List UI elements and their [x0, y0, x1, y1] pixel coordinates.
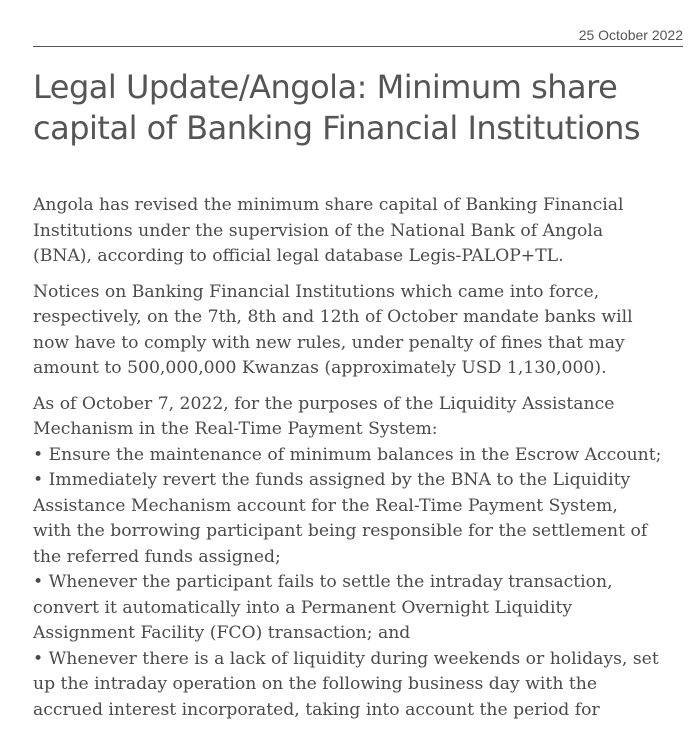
- text-line: with the borrowing participant being responsible for the settlement of: [33, 521, 648, 541]
- bullet-line: • Immediately revert the funds assigned by the BNA to the Liquidity: [33, 470, 631, 490]
- article-title: [33, 67, 683, 149]
- text-line: Notices on Banking Financial Institutions which came into force,: [33, 281, 600, 302]
- text-line: now have to comply with new rules, under penalty of fines that may: [33, 332, 625, 353]
- bullet-line: • Whenever there is a lack of liquidity during weekends or holidays, set: [33, 648, 659, 669]
- paragraph-liquidity: [33, 392, 683, 724]
- article-page: [33, 0, 683, 733]
- text-line: amount to 500,000,000 Kwanzas (approximately USD 1,130,000).: [33, 358, 607, 378]
- text-line: Assignment Facility (FCO) transaction; and: [33, 623, 411, 643]
- text-line: the referred funds assigned;: [33, 546, 281, 567]
- text-line: Angola has revised the minimum share capital of Banking Financial: [33, 195, 624, 215]
- paragraph-notices: [33, 280, 683, 382]
- title-line: Legal Update/Angola: Minimum share: [33, 68, 618, 106]
- text-line: Institutions under the supervision of the National Bank of Angola: [33, 220, 604, 241]
- text-line: (BNA), according to official legal database Legis-PALOP+TL.: [33, 246, 564, 266]
- publication-date: 25 October 2022: [578, 27, 683, 43]
- text-line: As of October 7, 2022, for the purposes of the Liquidity Assistance: [33, 393, 615, 414]
- bullet-line: • Ensure the maintenance of minimum balances in the Escrow Account;: [33, 444, 662, 465]
- date-header: [33, 0, 683, 47]
- article-body: [33, 193, 683, 723]
- title-line: capital of Banking Financial Institutions: [33, 109, 641, 147]
- text-line: up the intraday operation on the following business day with the: [33, 674, 598, 694]
- text-line: convert it automatically into a Permanent Overnight Liquidity: [33, 597, 573, 618]
- text-line: respectively, on the 7th, 8th and 12th of October mandate banks will: [33, 307, 633, 327]
- text-line: accrued interest incorporated, taking into account the period for: [33, 699, 600, 720]
- text-line: Mechanism in the Real-Time Payment System:: [33, 419, 438, 439]
- text-line: Assistance Mechanism account for the Real-Time Payment System,: [33, 495, 618, 516]
- bullet-line: • Whenever the participant fails to settle the intraday transaction,: [33, 572, 613, 592]
- paragraph-intro: [33, 193, 683, 270]
